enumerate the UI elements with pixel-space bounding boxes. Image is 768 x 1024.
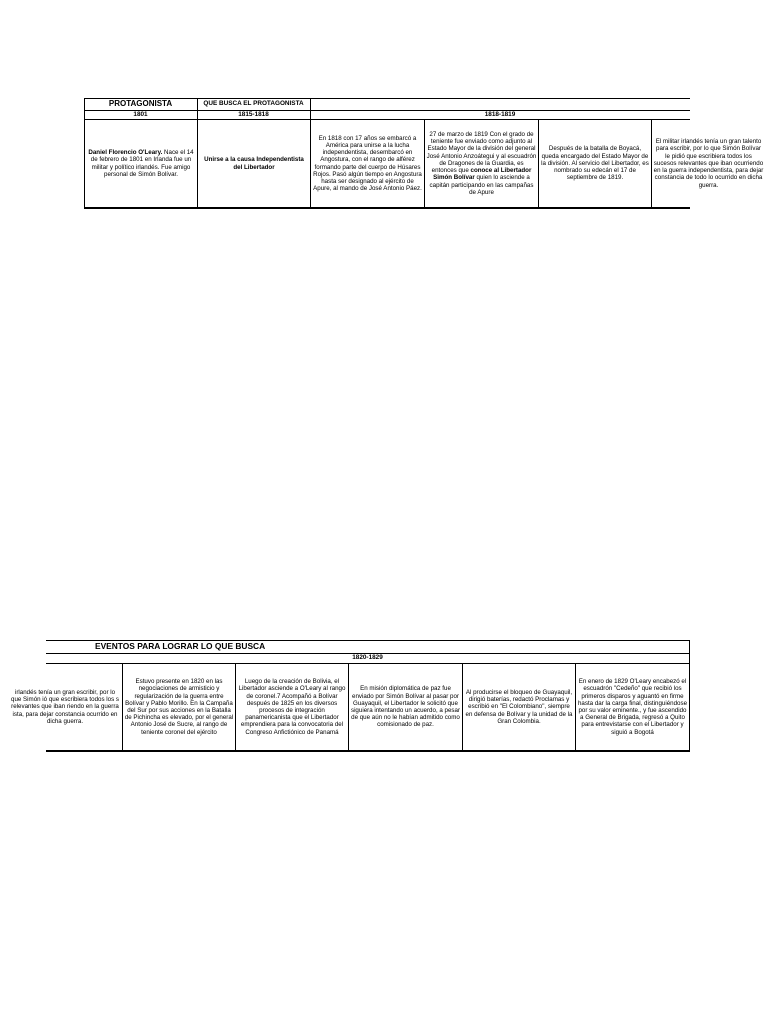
protagonist-cell <box>85 120 197 207</box>
events-header: EVENTOS PARA LOGRAR LO QUE BUSCA <box>95 640 266 651</box>
header-protagonista: PROTAGONISTA <box>108 99 173 109</box>
header-que-busca: QUE BUSCA EL PROTAGONISTA <box>203 100 304 108</box>
event-highlight: conoce al Libertador Simón Bolívar <box>433 167 532 182</box>
event-cell: Luego de la creación de Bolivia, el Libertador asciende a O'Leary al rango de coronel.7 Acompañó a Bolívar después de 1825 en los diversos procesos de integración panamericanista que el Libertador emprendiera para la convocatoria del Congreso Anfictiónico de Panamá <box>238 678 346 736</box>
event-cell: Estuvo presente en 1820 en las negociaciones de armisticio y regularización de la guerra entre Bolívar y Pablo Morillo. En la Campaña del Sur por sus acciones en la Batalla de Pichincha es elevado, por el general Antonio José de Sucre, al rango de teniente coronel del ejército <box>124 678 234 736</box>
event-cell: En misión diplomática de paz fue enviado por Simón Bolívar al pasar por Guayaquil, el Libertador le solicitó que siguiera intentando un acuerdo, a pesar de que aún no le habían admitido como comisionado de paz. <box>350 685 461 729</box>
year-cell: 1818-1819 <box>484 110 516 118</box>
event-text: 27 de marzo de 1819 Con el grado de teniente fue enviado como adjunto al Estado Mayor de la división del general José Antonio Anzoátegui y al escuadrón de Dragones de la Guardia, es entonces que <box>426 131 537 175</box>
timeline-table-bottom <box>11 640 690 752</box>
event-cell: En 1818 con 17 años se embarcó a América para unirse a la lucha independentista, desembarcó en Angostura, con el rango de alférez formando parte del cuerpo de Húsares Rojos. Pasó algún tiempo en Angostura hasta ser designado al ejército de Apure, al mando de José Antonio Páez. <box>313 134 422 193</box>
event-cell-clipped: irlandés tenía un gran escribir, por lo que Simón ió que escribiera todos los s relevantes que iban riendo en la guerra ista, para dejar constancia ocurrido en dicha guerra. <box>11 688 119 725</box>
event-cell <box>425 120 538 207</box>
grid-line <box>46 750 690 752</box>
grid-line <box>689 640 690 751</box>
event-cell-clipped: El militar irlandés tenía un gran talento para escribir, por lo que Simón Bolívar le pidió que escribiera todos los sucesos relevantes que iban ocurriendo en la guerra independentista, para dejar constancia de todo lo ocurrido en dicha guerra. <box>653 138 764 189</box>
grid-line <box>84 207 690 209</box>
event-cell: Después de la batalla de Boyacá, queda encargado del Estado Mayor de la división. Al servicio del Libertador, es nombrado su edecán el 17 de septiembre de 1819. <box>541 145 649 182</box>
goal-cell: Unirse a la causa Independentista del Libertador <box>204 156 304 171</box>
event-cell: Al producirse el bloqueo de Guayaquil, dirigió baterías, redactó Proclamas y escribió en "El Colombiano", siempre en defensa de Bolívar y la unidad de la Gran Colombia. <box>465 688 573 725</box>
timeline-table-top <box>84 98 764 210</box>
year-cell: 1801 <box>133 110 148 118</box>
year-cell: 1815-1818 <box>238 110 269 118</box>
event-cell: En enero de 1829 O'Leary encabezó el escuadrón "Cedeño" que recibió los primeros disparos y aguantó en firme hasta dar la carga final, distinguiéndose por su valor eminente., y fue ascendido a General de Brigada, regresó a Quito para entrevistarse con el Libertador y siguió a Bogotá <box>577 678 688 736</box>
protagonist-text: Nace el 14 de febrero de 1801 en Irlanda fue un militar y político irlandés. Fue amigo personal de Simón Bolívar. <box>90 149 194 178</box>
event-text: quien lo asciende a capitán participando en las campañas de Apure <box>429 174 534 196</box>
year-cell: 1820-1829 <box>352 654 383 662</box>
protagonist-name: Daniel Florencio O'Leary. <box>88 149 163 157</box>
